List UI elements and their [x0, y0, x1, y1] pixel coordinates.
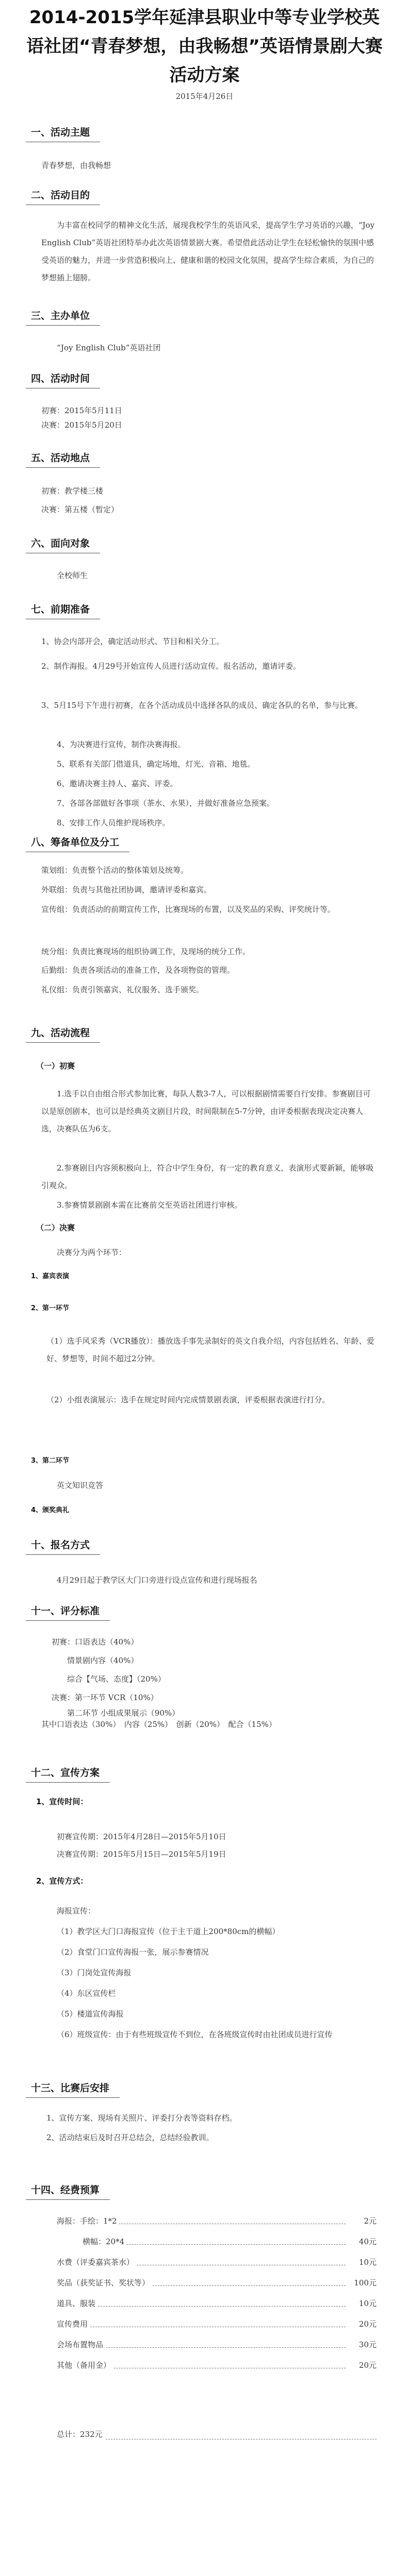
- section-heading-preparation: 七、前期准备: [31, 602, 90, 618]
- organizer-text: “Joy English Club”英语社团: [57, 343, 161, 352]
- publicity-item: （6）班级宣传：由于有些班级宣传不到位，在各班级宣传时由社团成员进行宣传: [57, 2030, 333, 2039]
- process-block-heading: 3、第二环节: [31, 1457, 70, 1465]
- process-paragraph: （2）小组表演展示：选手在规定时间内完成情景剧表演，评委根据表演进行打分。: [46, 1395, 330, 1404]
- budget-row: [57, 2318, 377, 2333]
- process-paragraph: 英文知识竞答: [57, 1481, 104, 1490]
- publicity-item: （4）东区宣传栏: [57, 1989, 116, 1998]
- publicity-time-item: 初赛宣传期：2015年4月28日—2015年5月10日: [57, 1832, 226, 1841]
- process-block-heading: 4、颁奖典礼: [31, 1506, 70, 1514]
- budget-row: [57, 2339, 377, 2353]
- theme-text: 青春梦想，由我畅想: [41, 161, 111, 170]
- prep-item: 4、为决赛进行宣传，制作决赛海报。: [57, 740, 186, 749]
- publicity-time-item: 决赛宣传期：2015年5月15日—2015年5月19日: [57, 1850, 226, 1859]
- budget-row: [83, 2236, 377, 2250]
- budget-item: 横幅：20*4: [83, 2236, 126, 2247]
- division-item: 策划组：负责整个活动的整体策划及统筹。: [41, 866, 189, 875]
- section-heading-audience: 六、面向对象: [31, 536, 90, 552]
- budget-item: 海报：手绘：1*2: [57, 2215, 119, 2226]
- process-paragraph: 1.选手以自由组合形式参加比赛，每队人数3-7人，可以根据剧情需要自行安排。参赛剧目可以是原创剧本，也可以是经典英文剧目片段，时间限制在5-7分钟，由评委根据表现决定决赛人选，决赛队伍为6支。: [41, 1089, 371, 1133]
- section-heading-aftermath: 十三、比赛后安排: [31, 2080, 109, 2096]
- venue-final: 决赛：第五楼（暂定）: [41, 505, 119, 514]
- publicity-item: （3）门岗处宣传海报: [57, 1968, 132, 1977]
- prep-item: 3、5月15号下午进行初赛，在各个活动成员中选择各队的成员、确定各队的名单，参与比赛。: [41, 701, 363, 710]
- budget-item: 其他（备用金）: [57, 2360, 113, 2370]
- purpose-text: 为丰富在校同学的精神文化生活，展现我校学生的英语风采，提高学生学习英语的兴趣，“Joy English Club”英语社团特举办此次英语情景剧大赛。希望借此活动让学生在轻松愉快的氛围中感受英语的魅力，并进一步营造积极向上、健康和谐的校园文化氛围，提高学生综合素质，为自己的梦想插上翅膀。: [41, 221, 375, 282]
- section-heading-process: 九、活动流程: [31, 1025, 90, 1041]
- registration-text: 4月29日起于教学区大门口旁进行设点宣传和进行现场报名: [57, 1575, 257, 1585]
- process-paragraph: 决赛分为两个环节：: [57, 1248, 127, 1257]
- aftermath-item: 2、活动结束后及时召开总结会，总结经验教训。: [46, 2133, 214, 2142]
- division-item: 礼仪组：负责引领嘉宾、礼仪服务、选手颁奖。: [41, 985, 204, 994]
- prep-item: 1、协会内部开会，确定活动形式、节目和相关分工。: [41, 637, 224, 646]
- section-heading-theme: 一、活动主题: [31, 125, 90, 141]
- section-heading-time: 四、活动时间: [31, 371, 90, 387]
- budget-amount: 2元: [362, 2215, 377, 2226]
- document-date: 2015年4月26日: [175, 92, 234, 101]
- process-paragraph: （1）选手风采秀（VCR播放）：播放选手事先录制好的英文自我介绍，内容包括姓名、年龄、爱好、梦想等，时间不超过2分钟。: [46, 1336, 374, 1363]
- section-heading-scoring: 十一、评分标准: [31, 1603, 100, 1619]
- budget-total-row: [57, 2429, 377, 2443]
- publicity-time-heading: 1、宣传时间：: [36, 1797, 88, 1806]
- publicity-item: （1）教学区大门口海报宣传（位于主干道上200*80cm的横幅）: [57, 1927, 280, 1936]
- budget-amount: 10元: [357, 2257, 377, 2267]
- process-block-heading: 2、第一环节: [31, 1304, 70, 1312]
- budget-amount: 30元: [357, 2339, 377, 2350]
- budget-row: [57, 2215, 377, 2230]
- budget-row: [57, 2277, 377, 2292]
- budget-amount: 20元: [357, 2360, 377, 2370]
- scoring-item: 综合【气场、态度】（20%）: [67, 1674, 166, 1684]
- budget-row: [57, 2257, 377, 2271]
- scoring-item: 情景剧内容（40%）: [67, 1656, 139, 1665]
- process-block-heading: 1、嘉宾表演: [31, 1273, 70, 1280]
- publicity-lead: 海报宣传：: [57, 1906, 96, 1916]
- audience-text: 全校师生: [57, 571, 88, 580]
- prep-item: 5、联系有关部门借道具，确定场地，灯光、音箱、地毯。: [57, 759, 255, 769]
- process-preliminary-heading: （一）初赛: [36, 1061, 75, 1071]
- budget-item: 宣传费用: [57, 2318, 90, 2329]
- process-paragraph: 3.参赛情景剧剧本需在比赛前交至英语社团进行审核。: [57, 1200, 242, 1210]
- budget-item: 会场布置物品: [57, 2339, 105, 2350]
- division-item: 宣传组：负责活动的前期宣传工作，比赛现场的布置，以及奖品的采购、评奖统计等。: [41, 905, 336, 914]
- section-heading-publicity: 十二、宣传方案: [31, 1765, 100, 1781]
- prep-item: 6、邀请决赛主持人、嘉宾、评委。: [57, 779, 178, 788]
- budget-total: 总计：232元: [57, 2429, 105, 2439]
- process-paragraph: 2.参赛剧目内容须积极向上，符合中学生身份，有一定的教育意义，表演形式要新颖，能够吸引观众。: [41, 1163, 374, 1190]
- publicity-method-heading: 2、宣传方式：: [36, 1876, 88, 1886]
- publicity-item: （2）食堂门口宣传海报一张，展示参赛情况: [57, 1947, 209, 1957]
- prep-item: 2、制作海报。4月29号开始宣传人员进行活动宣传。报名活动，邀请评委。: [41, 662, 301, 671]
- budget-row: [57, 2360, 377, 2374]
- division-item: 外联组：负责与其他社团协调，邀请评委和嘉宾。: [41, 885, 212, 894]
- aftermath-item: 1、宣传方案、现场有关照片、评委打分表等资料存档。: [46, 2113, 237, 2123]
- section-heading-budget: 十四、经费预算: [31, 2182, 100, 2198]
- scoring-item: 初赛：口语表达（40%）: [52, 1637, 139, 1647]
- time-preliminary: 初赛：2015年5月11日: [41, 406, 122, 415]
- publicity-item: （5）楼道宣传海报: [57, 2009, 124, 2019]
- prep-item: 8、安排工作人员维护现场秩序。: [57, 818, 170, 827]
- section-heading-purpose: 二、活动目的: [31, 188, 90, 204]
- scoring-item: 其中口语表达（30%） 内容（25%） 创新（20%） 配合（15%）: [41, 1720, 276, 1729]
- budget-item: 奖品（获奖证书、奖状等）: [57, 2277, 152, 2288]
- venue-preliminary: 初赛：教学楼三楼: [41, 486, 104, 496]
- budget-row: [57, 2298, 377, 2312]
- budget-amount: 100元: [352, 2277, 377, 2288]
- budget-amount: 20元: [357, 2318, 377, 2329]
- budget-item: 水费（评委嘉宾茶水）: [57, 2257, 136, 2267]
- budget-amount: 40元: [357, 2236, 377, 2247]
- budget-item: 道具、服装: [57, 2298, 97, 2309]
- process-final-heading: （二）决赛: [36, 1223, 75, 1232]
- section-heading-venue: 五、活动地点: [31, 450, 90, 466]
- scoring-item: 决赛：第一环节 VCR（10%）: [52, 1693, 158, 1702]
- division-item: 后勤组：负责各项活动的准备工作，及各项物资的管理。: [41, 965, 235, 975]
- section-heading-organizer: 三、主办单位: [31, 308, 90, 324]
- scoring-item: 第二环节 小组成果展示（90%）: [67, 1708, 180, 1718]
- prep-item: 7、各部各部做好各事项（茶水、水果），并做好准备应急预案。: [57, 799, 275, 808]
- division-item: 统分组：负责比赛现场的组织协调工作，及现场的统分工作。: [41, 947, 251, 956]
- document-title: 2014-2015学年延津县职业中等专业学校英语社团“青春梦想，由我畅想”英语情景剧大赛活动方案: [26, 7, 383, 86]
- budget-amount: 10元: [357, 2298, 377, 2309]
- time-final: 决赛：2015年5月20日: [41, 420, 122, 430]
- section-heading-registration: 十、报名方式: [31, 1537, 90, 1553]
- section-heading-division: 八、筹备单位及分工: [31, 835, 119, 851]
